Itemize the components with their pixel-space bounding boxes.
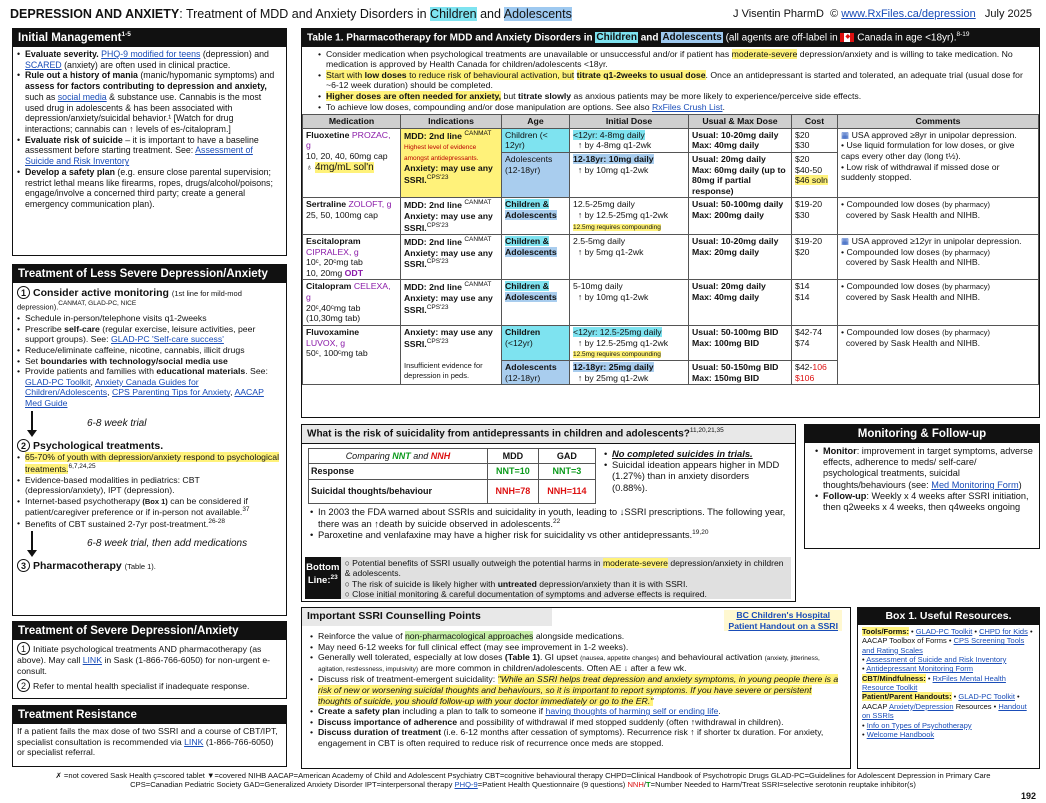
ind-escitalopram: MDD: 2nd line $^{CANMAT}$ Anxiety: may use any SSRI.$^{CPS'23}$ [401,235,502,280]
footer-legend [6,771,1040,790]
link-referral[interactable]: LINK [184,736,204,747]
canada-flag-icon: ◆ [840,33,854,42]
list-item: • Schedule in-person/telephone visits q1-2weeks [17,313,282,324]
crush-list-link[interactable]: RxFiles Crush List [652,101,723,112]
list-item: • Reinforce the value of non-pharmacological approaches alongside medications. [310,631,845,642]
table-cell: NNH=114 [538,480,595,504]
page-title: DEPRESSION AND ANXIETY: Treatment of MDD and Anxiety Disorders in Children and Adolescents [10,7,572,21]
less-severe-title: Treatment of Less Severe Depression/Anxiety [13,265,286,283]
suicidality-list [302,504,795,543]
table-cell: Suicidal thoughts/behaviour [309,480,488,504]
bottom-line [305,557,791,599]
cost-cell: $42-106 $106 [792,361,838,385]
severe-item-1: 1 Initiate psychological treatments AND pharmacotherapy (as above). May call LINK in Sask (1-866-766-6050) for non-urgent e-consult. [17,644,271,676]
med-escitalopram: Escitalopram CIPRALEX, g 10ᶜ, 20ᶜmg tab 10, 20mg ODT [303,235,401,280]
usual-cell: Usual: 50-100mg daily Max: 200mg daily [689,198,792,235]
med-fluvoxamine: Fluvoxamine LUVOX, g 50ᶜ, 100ᶜmg tab [303,325,401,384]
usual-cell: Usual: 50-100mg BID Max: 100mg BID [689,325,792,360]
col-initial-dose: Initial Dose [570,115,689,129]
table-cell: NNT=3 [538,464,595,480]
resource-link[interactable]: Anxiety/Depression [888,701,954,711]
list-item: • No completed suicides in trials. [604,448,786,459]
cbt-section: CBT/Mindfulness: • RxFiles Mental Health Resource Toolkit [862,673,1006,693]
ind-sertraline: MDD: 2nd line $^{CANMAT}$ Anxiety: may use any SSRI.$^{CPS'23}$ [401,198,502,235]
cost-cell: $20 $30 [792,128,838,152]
ind-fluoxetine: MDD: 2nd line $^{CANMAT}$ Highest level of evidence amongst antidepressants. Anxiety: may use any SSRI.$^{CPS'23}$ [401,128,502,198]
list-item: ○ The risk of suicide is likely higher with untreated depression/anxiety than it is with SSRI. [344,578,688,589]
table1-box [301,28,1040,418]
table-cell: Response [309,464,488,480]
resource-link[interactable]: GLAD-PC Toolkit [958,692,1015,702]
initial-cell: <12yr: 4-8mg daily ↑ by 4-8mg q1-2wk [570,128,689,152]
step-3-number: 3 [17,559,30,572]
footer-line-1: ✗ =not covered Sask Health ç=scored tablet ▼=covered NIHB AACAP=American Academy of Child and Adolescent Psychiatry CBT=cognitive behavioural therapy CHPD=Clinical Handbook of Psychotropic Drugs GLAD-PC=Guidelines for Adolescent Depression in Primary Care [55,771,991,780]
cost-cell: $20 $40-50 $46 soln [792,153,838,198]
tools-section: Tools/Forms: • GLAD-PC Toolkit • CHPD for Kids • AACAP Toolbox of Forms • CPS Screening Tools and Rating Scales [862,626,1033,655]
age-cell: Children & Adolescents [502,280,570,325]
table-cell: NNT=10 [487,464,538,480]
list-item: • Create a safety plan including a plan to talk to someone if having thoughts of harming self or ending life. [310,706,845,717]
monitoring-box [804,424,1040,549]
monitoring-list [805,443,1039,515]
table-row-fluoxetine [303,128,1039,152]
list-item: • Monitor: improvement in target symptoms, adverse effects, adherence to meds/ self-care/ psychological treatments, suicidal thoughts/behaviours (see: Med Monitoring Form) [815,446,1034,491]
list-item: ○ Potential benefits of SSRI usually outweigh the potential harms in moderate-severe depression/anxiety in children & adolescents. [344,558,784,579]
comments-fluvoxamine: • Compounded low doses (by pharmacy) covered by Sask Health and NIHB. [838,325,1039,384]
resource-link[interactable]: Assessment of Suicide and Risk Inventory [866,654,1007,664]
med-monitoring-link[interactable]: Med Monitoring Form [931,479,1019,490]
step-2: 2 Psychological treatments. [17,439,282,453]
step-1-number: 1 [17,642,30,655]
counselling-list [302,631,850,750]
resistance-box [12,705,287,767]
list-item: • May need 6-12 weeks for full clinical effect (may see improvement in 1-2 weeks). [310,642,845,653]
col-medication: Medication [303,115,401,129]
table-row-fluvoxamine [303,325,1039,360]
list-item: • Discuss duration of treatment (i.e. 6-12 months after cessation of symptoms). Recurrence risk ↑ if shorter tx duration. For anxiety, engagement in CBT is often required to reduce risk of recurrence once meds are stopped. [310,727,845,748]
page-number: 192 [1020,791,1036,801]
table-cell: Comparing NNT and NNH [309,448,488,464]
phq9-link[interactable]: PHQ-9 modified for teens [101,49,201,60]
age-cell: Children (< 12yr) [502,128,570,152]
list-item: • Suicidal ideation appears higher in MDD (1.27%) than in anxiety disorders (0.88%). [604,459,786,493]
col-cost: Cost [792,115,838,129]
ind-fluvoxamine: Anxiety: may use any SSRI.$^{CPS'23}$ Insufficient evidence for depression in peds. [401,325,502,384]
table-row-sertraline [303,198,1039,235]
severe-title: Treatment of Severe Depression/Anxiety [13,622,286,640]
severe-box [12,621,287,699]
harm-thoughts-link[interactable]: having thoughts of harming self or ending life [545,706,719,717]
resources-content: Tools/Forms: • GLAD-PC Toolkit • CHPD for Kids • AACAP Toolbox of Forms • CPS Screening Tools and Rating Scales • Assessment of Suicide and Risk Inventory • Antidepressant Monitoring Form CBT/Mindfulness: • RxFiles Mental Health Resource Toolkit Patient/Parent Handouts: • GLAD-PC Toolkit • AACAP Anxiety/Depression Resources • Handout on SSRIs • Info on Types of Psychotherapy • Welcome Handbook [858,625,1039,742]
age-cell: Adolescents (12-18yr) [502,153,570,198]
initial-management-title: Initial Management$^{1-5}$ [13,29,286,47]
gladpc-link[interactable]: GLAD-PC Toolkit [25,376,91,387]
initial-cell: 12.5-25mg daily ↑ by 12.5-25mg q1-2wk 12.5mg requires compounding [570,198,689,235]
age-cell: Adolescents (12-18yr) [502,361,570,385]
bc-handout-link[interactable]: Patient Handout on a SSRI [728,620,838,631]
list-item: • Internet-based psychotherapy (Box 1) can be considered if patient/caregiver preference or if in-person not available.$^{37}$ [17,496,282,518]
usual-cell: Usual: 50-150mg BID Max: 150mg BID [689,361,792,385]
counselling-box [301,607,851,769]
suicidality-keypoints [596,448,786,505]
step-1-number: 1 [17,286,30,299]
resource-link[interactable]: Handout on SSRIs [862,701,1027,721]
list-item: • Prescribe self-care (regular exercise, leisure activities, peer support groups). See: GLAD-PC 'Self-care success' [17,324,282,345]
down-arrow-icon [31,531,33,551]
table-row [309,464,596,480]
cost-cell: $19-20 $20 [792,235,838,280]
trial-label: 6-8 week trial [87,417,147,429]
table-cell: NNH=78 [487,480,538,504]
comments-fluoxetine: ▦ USA approved ≥8yr in unipolar depression. • Use liquid formulation for low doses, or give caps every other day (long t½). • Low risk of withdrawal if missed dose or suddenly stopped. [838,128,1039,198]
less-severe-box [12,264,287,616]
list-item: • Follow-up: Weekly x 4 weeks after SSRI initiation, then q2weeks x 4 weeks, then q4weeks ongoing [815,491,1034,513]
footer-line-2: CPS=Canadian Pediatric Society GAD=Generalized Anxiety Disorder IPT=interpersonal therapy PHQ-9=Patient Health Questionnaire (9 questions) NNH/T=Number Needed to Harm/Treat SSRI=selective serotonin reuptake inhibitor(s) [130,780,916,790]
list-item: • Reduce/eliminate caffeine, nicotine, cannabis, illicit drugs [17,345,282,356]
handouts-section: Patient/Parent Handouts: • GLAD-PC Toolkit • AACAP Anxiety/Depression Resources • Handout on SSRIs [862,692,1027,721]
list-item: • Discuss importance of adherence and possibility of withdrawal if med stopped suddenly (often ↑withdrawal in children). [310,717,845,728]
resource-link[interactable]: Antidepressant Monitoring Form [866,664,974,674]
initial-management-box [12,28,287,256]
comments-citalopram: • Compounded low doses (by pharmacy) covered by Sask Health and NIHB. [838,280,1039,325]
initial-cell: 5-10mg daily ↑ by 10mg q1-2wk [570,280,689,325]
suicidality-box [301,424,796,602]
pharmacotherapy-table [302,114,1039,385]
resources-box [857,607,1040,769]
initial-list [13,47,286,212]
usual-cell: Usual: 10-20mg daily Max: 40mg daily [689,128,792,152]
bc-hospital-link[interactable]: BC Children's Hospital [736,610,831,620]
severe-item-2: 2 Refer to mental health specialist if inadequate response. [17,679,282,692]
age-cell: Children & Adolescents [502,235,570,280]
usual-cell: Usual: 20mg daily Max: 40mg daily [689,280,792,325]
trial-label: 6-8 week trial, then add medications [87,538,248,550]
resource-link[interactable]: CPS Screening Tools and Rating Scales [862,636,1025,655]
list-item: • Rule out a history of mania (manic/hypomanic symptoms) and assess for factors contributing to depression and anxiety, such as social media & substance use. Cannabis is the most used drug in adolescents & has been associated with depression/anxiety/suicidal behavior.¹ [Watch for drug interactions; cannabis can ↑ levels of es-/citalopram.] [17,70,282,134]
initial-cell: <12yr: 12.5-25mg daily ↑ by 12.5-25mg q1-2wk 12.5mg requires compounding [570,325,689,360]
usual-cell: Usual: 20mg daily Max: 60mg daily (up to 80mg if partial response) [689,153,792,198]
table-row-escitalopram [303,235,1039,280]
list-item: • In 2003 the FDA warned about SSRIs and suicidality in youth, leading to ↓SSRI prescriptions. The following year, there was an ↑death by suicide observed in adolescents.$^{22}$ [310,506,789,529]
list-item: • To achieve low doses, compounding and/or dose manipulation are options. See also RxFiles Crush List. [318,102,1033,113]
initial-cell: 12-18yr: 10mg daily ↑ by 10mg q1-2wk [570,153,689,198]
aacap-link[interactable]: AACAP Med Guide [25,387,264,408]
usa-flag-icon: ▦ [841,129,850,140]
monitoring-title: Monitoring & Follow-up [805,425,1039,443]
table-cell: MDD [487,448,538,464]
list-item: • Evidence-based modalities in pediatrics: CBT (depression/anxiety), IPT (depression). [17,475,282,496]
usual-cell: Usual: 10-20mg daily Max: 20mg daily [689,235,792,280]
age-cell: Children & Adolescents [502,198,570,235]
link-econsult[interactable]: LINK [82,655,103,666]
cps-link[interactable]: CPS Parenting Tips for Anxiety [111,387,231,398]
self-care-link[interactable]: GLAD-PC 'Self-care success' [110,334,224,345]
table-row [309,480,596,504]
list-item: • Evaluate risk of suicide – it is important to have a baseline assessment before starting treatment. See: Assessment of Suicide and Risk Inventory [17,135,282,167]
step-1: 1 Consider active monitoring (1st line for mild-mod depression).$^{CANMAT, GLAD-PC, NICE}$ [17,287,242,312]
list-item: • Develop a safety plan (e.g. ensure close parental supervision; restrict lethal means like firearms, ropes, drugs/alcohol/poisons; engage/involve a concerned third party; create a general emergency communication plan). [17,167,282,210]
suicide-risk-link[interactable]: Assessment of Suicide and Risk Inventory [25,145,253,167]
resources-title: Box 1. Useful Resources. [858,608,1039,625]
list-item: • Generally well tolerated, especially at low doses (Table 1). GI upset (nausea, appetite changes) and behavioural activation (anxiety, jitteriness, agitation, restlessness, impulsivity) are more common in children/adolescents. Often AE ↓ after a few wk. [310,652,845,674]
page-header [6,4,1040,24]
header-link[interactable]: www.RxFiles.ca/depression [841,8,976,20]
col-usual-max: Usual & Max Dose [689,115,792,129]
list-item: • Evaluate severity. PHQ-9 modified for teens (depression) and SCARED (anxiety) are often used in clinical practice. [17,49,282,70]
age-cell: Children (<12yr) [502,325,570,360]
usa-flag-icon: ▦ [841,236,850,247]
list-item: • Start with low doses to reduce risk of behavioural activation, but titrate q1-2weeks to usual dose. Once an antidepressant is started and tolerated, an adequate trial (usual dose for ~6-12 week duration) should be completed. [318,70,1033,91]
resource-link[interactable]: GLAD-PC Toolkit [915,626,973,636]
med-citalopram: Citalopram CELEXA, g 20ᶜ,40ᶜmg tab (10,30mg tab) [303,280,401,325]
table-row-citalopram [303,280,1039,325]
list-item: • Higher doses are often needed for anxiety, but titrate slowly as anxious patients may be more likely to experience/perceive side effects. [318,91,1033,102]
resistance-text: If a patient fails the max dose of two SSRI and a course of CBT/IPT, specialist consultation is recommended via LINK (1-866-766-6050) or specialist referral. [17,726,278,758]
cost-cell: $14 $14 [792,280,838,325]
cost-cell: $42-74 $74 [792,325,838,360]
resource-link[interactable]: RxFiles Mental Health Resource Toolkit [862,673,1006,693]
comments-escitalopram: ▦ USA approved ≥12yr in unipolar depression. • Compounded low doses (by pharmacy) covered by Sask Health and NIHB. [838,235,1039,280]
list-item: • Paroxetine and venlafaxine may have a higher risk for suicidality vs other antidepressants.$^{19,20}$ [310,529,789,541]
table-cell: GAD [538,448,595,464]
list-item: • Discuss risk of treatment-emergent suicidality: "While an SSRI helps treat depression and anxiety symptoms, in young people there is a risk of new or worsening suicidal thoughts and behaviours, so it is important to report symptoms. If you have severe or persistent thoughts of suicide, you should follow-up with your doctor immediately or go to the ER." [310,674,845,706]
phq9-footer-link[interactable]: PHQ-9 [454,780,478,790]
resource-link[interactable]: Info on Types of Psychotherapy [866,720,972,730]
trial-arrow-2 [17,529,282,559]
med-fluoxetine: Fluoxetine PROZAC, g 10, 20, 40, 60mg cap ♁ 4mg/mL sol'n [303,128,401,198]
anxiety-canada-link[interactable]: Anxiety Canada Guides for Children/Adolescents [25,376,199,398]
step-2-number: 2 [17,679,30,692]
bottom-line-label: Bottom Line:$^{23}$ [305,557,341,599]
col-indications: Indications [401,115,502,129]
table-row [309,448,596,464]
scared-link[interactable]: SCARED [25,59,62,70]
list-item: • Provide patients and families with educational materials. See: GLAD-PC Toolkit, Anxiety Canada Guides for Children/Adolescents, CPS Parenting Tips for Anxiety, AACAP Med Guide [17,366,282,408]
trial-arrow-1 [17,409,282,439]
table1-notes [302,47,1039,115]
list-item: • Set boundaries with technology/social media use [17,356,282,367]
step-2-list [17,452,282,529]
list-item: • Consider medication when psychological treatments are unavailable or unsuccessful and/or if patient has moderate-severe depression/anxiety and is willing to take medication. No medication is approved by Health Canada for children/adolescents <18yr. [318,49,1033,70]
bottom-line-points [341,557,791,599]
resource-link[interactable]: CHPD for Kids [979,626,1028,636]
col-age: Age [502,115,570,129]
cost-cell: $19-20 $30 [792,198,838,235]
bc-handout [724,610,842,631]
liquid-icon: ♁ [306,161,313,172]
list-item: ○ Close initial monitoring & careful documentation of symptoms and adverse effects is required. [344,589,707,600]
initial-cell: 12-18yr: 25mg daily ↑ by 25mg q1-2wk [570,361,689,385]
resistance-title: Treatment Resistance [13,706,286,724]
social-media-link[interactable]: social media [57,91,107,102]
table1-title: Table 1. Pharmacotherapy for MDD and Anxiety Disorders in Children and Adolescents (all agents are off-label in ◆ Canada in age <18yr).$^{8-19}$ [302,29,1039,47]
resource-link[interactable]: Welcome Handbook [866,729,935,739]
list-item: • 65-70% of youth with depression/anxiety respond to psychological treatments.$^{6,7,24,25}$ [17,452,282,474]
list-item: • Benefits of CBT sustained 2-7yr post-treatment.$^{26-28}$ [17,518,282,530]
counselling-title: Important SSRI Counselling Points [302,608,552,626]
step-1-list [17,313,282,408]
initial-cell: 2.5-5mg daily ↑ by 5mg q1-2wk [570,235,689,280]
step-3: 3 Pharmacotherapy (Table 1). [17,559,282,573]
comments-sertraline: • Compounded low doses (by pharmacy) covered by Sask Health and NIHB. [838,198,1039,235]
suicidality-title: What is the risk of suicidality from antidepressants in children and adolescents?$^{11,20,21,35}$ [302,425,795,444]
ind-citalopram: MDD: 2nd line $^{CANMAT}$ Anxiety: may use any SSRI.$^{CPS'23}$ [401,280,502,325]
header-meta: J Visentin PharmD © www.RxFiles.ca/depression July 2025 [733,8,1032,20]
nnt-nnh-table [308,448,596,505]
down-arrow-icon [31,411,33,431]
step-2-number: 2 [17,439,30,452]
col-comments: Comments [838,115,1039,129]
med-sertraline: Sertraline ZOLOFT, g 25, 50, 100mg cap [303,198,401,235]
table-header-row [303,115,1039,129]
